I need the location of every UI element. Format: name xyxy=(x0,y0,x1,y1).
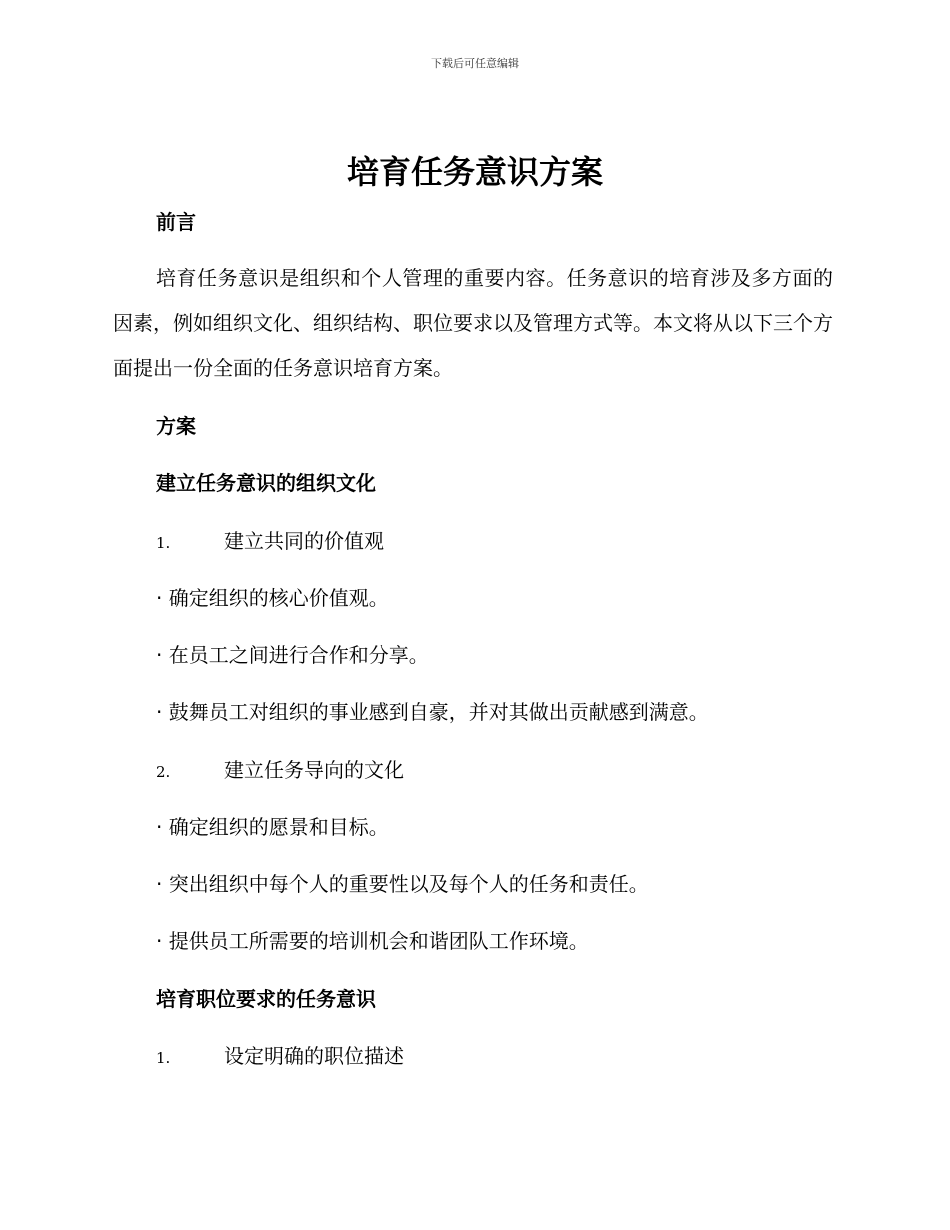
preface-heading: 前言 xyxy=(156,210,196,234)
preface-body: 培育任务意识是组织和个人管理的重要内容。任务意识的培育涉及多方面的因素，例如组织文化、组织结构、职位要求以及管理方式等。本文将从以下三个方面提出一份全面的任务意识培育方案。 xyxy=(113,266,833,380)
item-number: 1. xyxy=(156,534,171,552)
header-note: 下载后可任意编辑 xyxy=(431,57,519,70)
numbered-item-shared-values xyxy=(156,527,384,557)
plan-heading: 方案 xyxy=(156,414,196,438)
item-number: 2. xyxy=(156,763,171,781)
item-label: 建立共同的价值观 xyxy=(224,529,384,553)
bullet-item: · 确定组织的愿景和目标。 xyxy=(156,815,389,839)
section-heading-culture: 建立任务意识的组织文化 xyxy=(156,471,376,495)
item-label: 设定明确的职位描述 xyxy=(224,1044,404,1068)
section-heading-position: 培育职位要求的任务意识 xyxy=(156,987,376,1011)
bullet-item: · 确定组织的核心价值观。 xyxy=(156,586,389,610)
bullet-item: · 提供员工所需要的培训机会和谐团队工作环境。 xyxy=(156,929,589,953)
numbered-item-job-description xyxy=(156,1042,404,1072)
bullet-item: · 在员工之间进行合作和分享。 xyxy=(156,643,429,667)
item-number: 1. xyxy=(156,1049,171,1067)
bullet-item: · 突出组织中每个人的重要性以及每个人的任务和责任。 xyxy=(156,872,649,896)
page-title: 培育任务意识方案 xyxy=(346,153,603,191)
bullet-item: · 鼓舞员工对组织的事业感到自豪，并对其做出贡献感到满意。 xyxy=(156,700,709,724)
item-label: 建立任务导向的文化 xyxy=(224,758,404,782)
numbered-item-task-culture xyxy=(156,756,404,786)
